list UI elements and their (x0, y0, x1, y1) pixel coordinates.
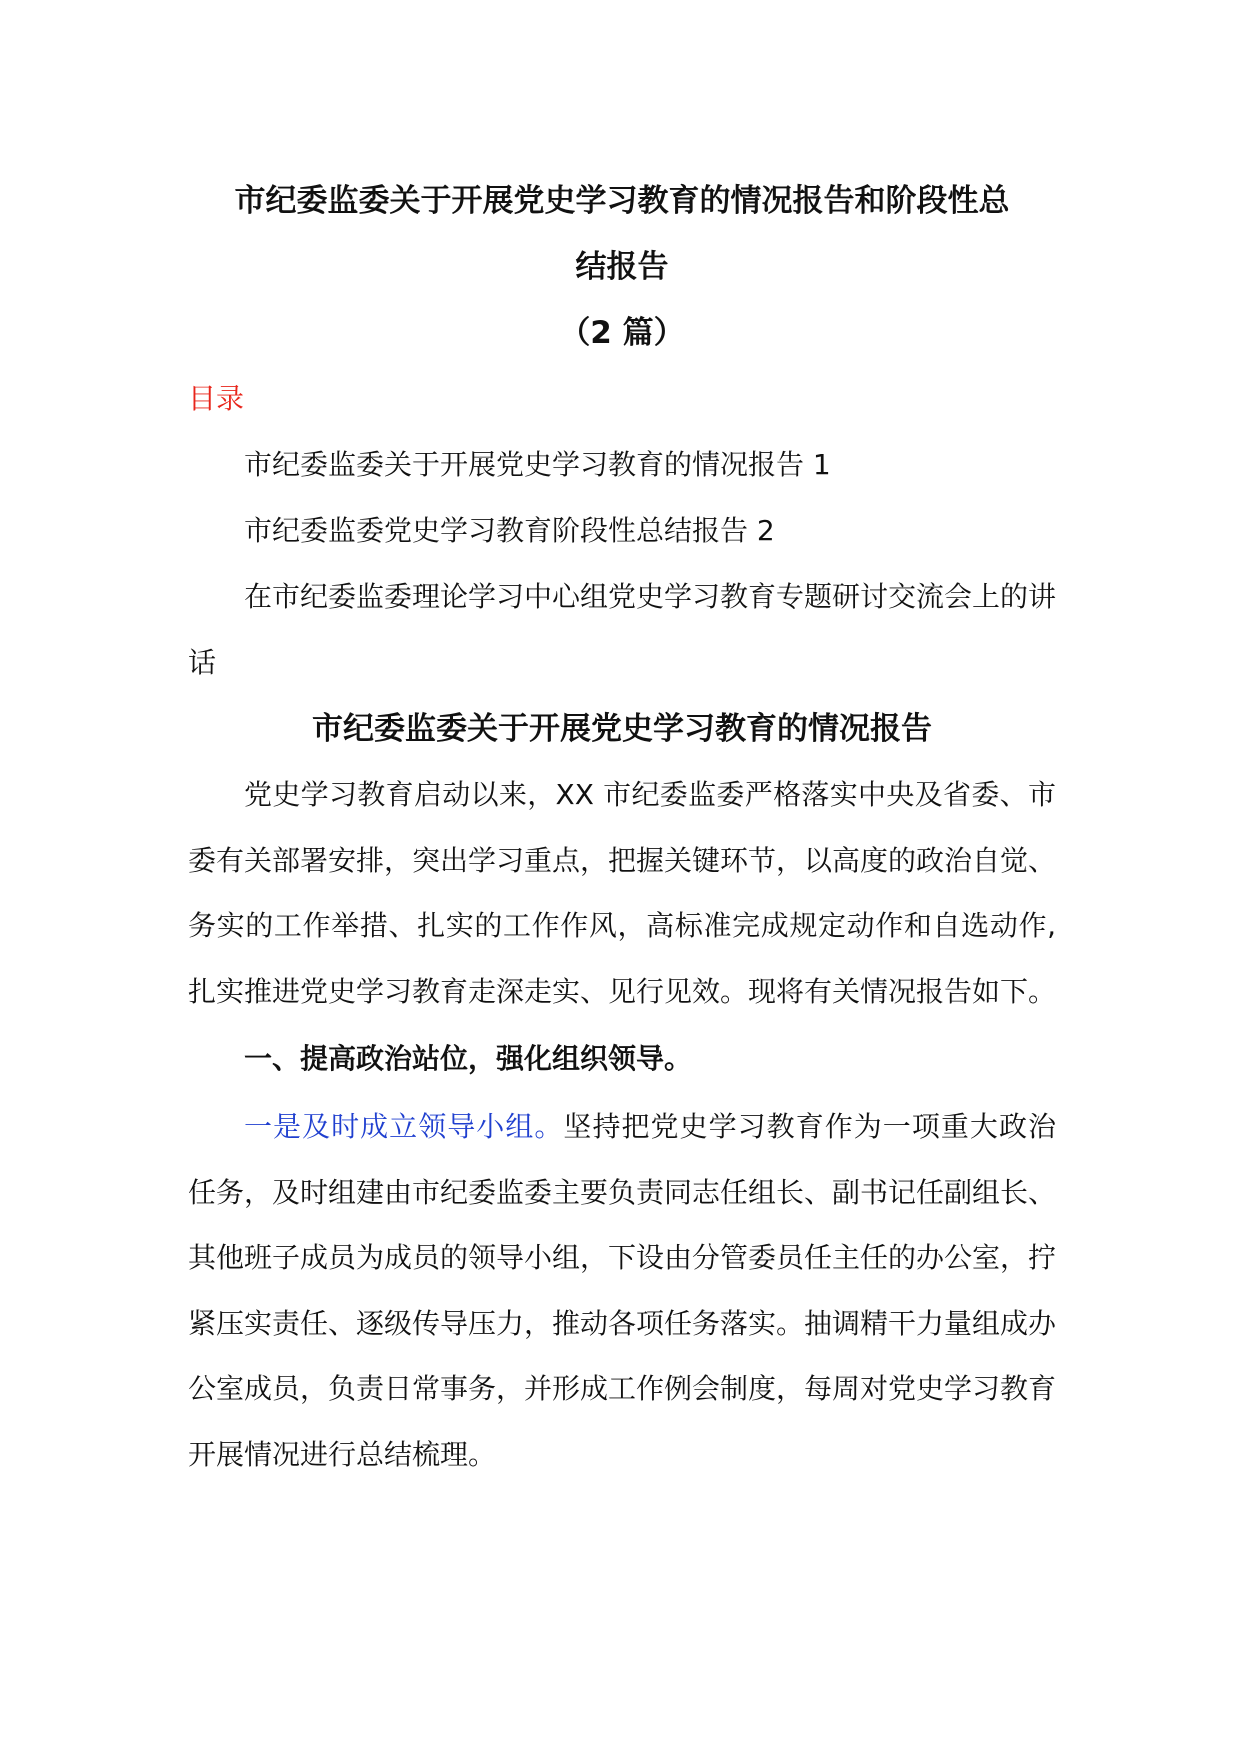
toc-item-1[interactable]: 市纪委监委关于开展党史学习教育的情况报告 1 (244, 448, 831, 481)
document-body (188, 168, 1056, 1487)
document-title (188, 168, 1056, 300)
point-1-body: 坚持把党史学习教育作为一项重大政治任务，及时组建由市纪委监委主要负责同志任组长、副书记任副组长、其他班子成员为成员的领导小组，下设由分管委员任主任的办公室，拧紧压实责任、逐级传导压力，推动各项任务落实。抽调精干力量组成办公室成员，负责日常事务，并形成工作例会制度，每周对党史学习教育开展情况进行总结梳理。 (188, 1110, 1057, 1471)
section-heading-1: 一、提高政治站位，强化组织领导。 (244, 1042, 693, 1075)
document-subtitle: （2 篇） (559, 315, 685, 351)
intro-paragraph: 党史学习教育启动以来，XX 市纪委监委严格落实中央及省委、市委有关部署安排，突出学习重点，把握关键环节，以高度的政治自觉、务实的工作举措、扎实的工作作风，高标准完成规定动作和自选动作,扎实推进党史学习教育走深走实、见行见效。现将有关情况报告如下。 (188, 778, 1057, 1008)
point-1-lead: 一是及时成立领导小组。 (244, 1110, 564, 1143)
toc-item-3[interactable]: 在市纪委监委理论学习中心组党史学习教育专题研讨交流会上的讲话 (188, 580, 1057, 679)
document-title-line1: 市纪委监委关于开展党史学习教育的情况报告和阶段性总 (234, 183, 1010, 219)
toc-heading: 目录 (188, 382, 245, 415)
point-1-paragraph (188, 1094, 1056, 1487)
section-title: 市纪委监委关于开展党史学习教育的情况报告 (312, 711, 932, 747)
document-title-line2: 结报告 (575, 249, 669, 285)
toc-item-2[interactable]: 市纪委监委党史学习教育阶段性总结报告 2 (244, 514, 775, 547)
